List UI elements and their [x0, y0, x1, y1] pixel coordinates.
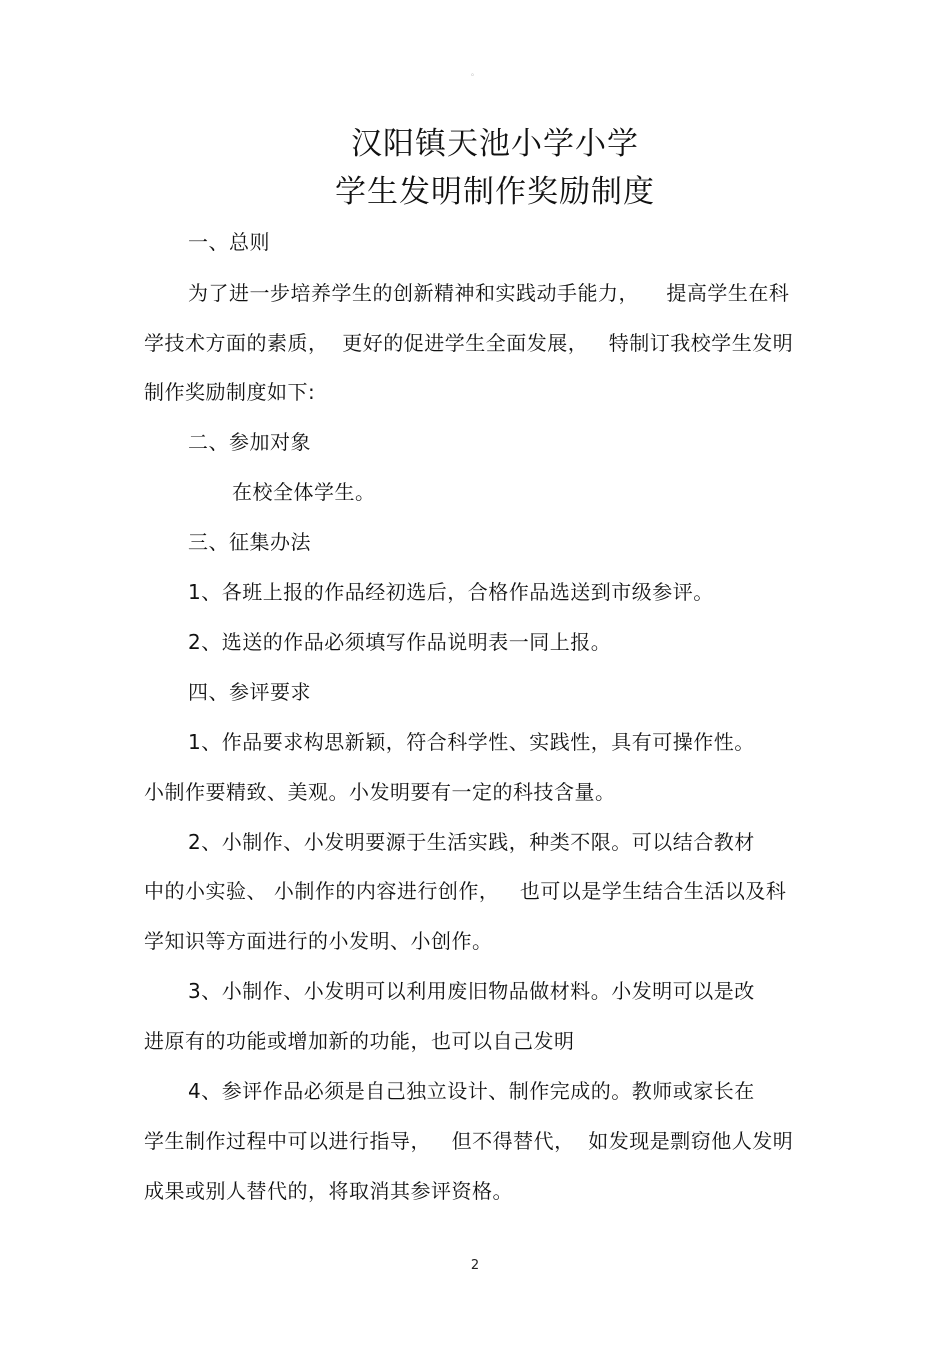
paragraph-line: 学技术方面的素质， 更好的促进学生全面发展， 特制订我校学生发明	[144, 331, 794, 355]
header-mark: 。	[471, 68, 479, 77]
document-title-line-1: 汉阳镇天池小学小学	[351, 126, 639, 162]
list-item: 2、小制作、小发明要源于生活实践，种类不限。可以结合教材	[188, 830, 755, 854]
list-item: 1、各班上报的作品经初选后，合格作品选送到市级参评。	[188, 580, 714, 604]
paragraph-line: 制作奖励制度如下:	[144, 380, 316, 404]
list-item: 4、参评作品必须是自己独立设计、制作完成的。教师或家长在	[188, 1079, 755, 1103]
paragraph-line: 进原有的功能或增加新的功能，也可以自己发明	[144, 1029, 575, 1053]
section-heading-participants: 二、参加对象	[188, 430, 311, 454]
paragraph-line: 在校全体学生。	[232, 480, 376, 504]
paragraph-line: 小制作要精致、美观。小发明要有一定的科技含量。	[144, 780, 616, 804]
page-number: 2	[470, 1258, 480, 1273]
section-heading-requirements: 四、参评要求	[188, 680, 311, 704]
section-heading-general: 一、总则	[188, 230, 270, 254]
list-item: 1、作品要求构思新颖，符合科学性、实践性，具有可操作性。	[188, 730, 755, 754]
section-heading-collection: 三、征集办法	[188, 530, 311, 554]
document-title-line-2: 学生发明制作奖励制度	[335, 174, 655, 210]
paragraph-line: 学知识等方面进行的小发明、小创作。	[144, 929, 493, 953]
paragraph-line: 中的小实验、 小制作的内容进行创作， 也可以是学生结合生活以及科	[144, 879, 787, 903]
paragraph-line: 学生制作过程中可以进行指导， 但不得替代， 如发现是剽窃他人发明	[144, 1129, 794, 1153]
paragraph-line: 为了进一步培养学生的创新精神和实践动手能力， 提高学生在科	[188, 281, 790, 305]
list-item: 2、选送的作品必须填写作品说明表一同上报。	[188, 630, 612, 654]
paragraph-line: 成果或别人替代的，将取消其参评资格。	[144, 1179, 513, 1203]
list-item: 3、小制作、小发明可以利用废旧物品做材料。小发明可以是改	[188, 979, 755, 1003]
